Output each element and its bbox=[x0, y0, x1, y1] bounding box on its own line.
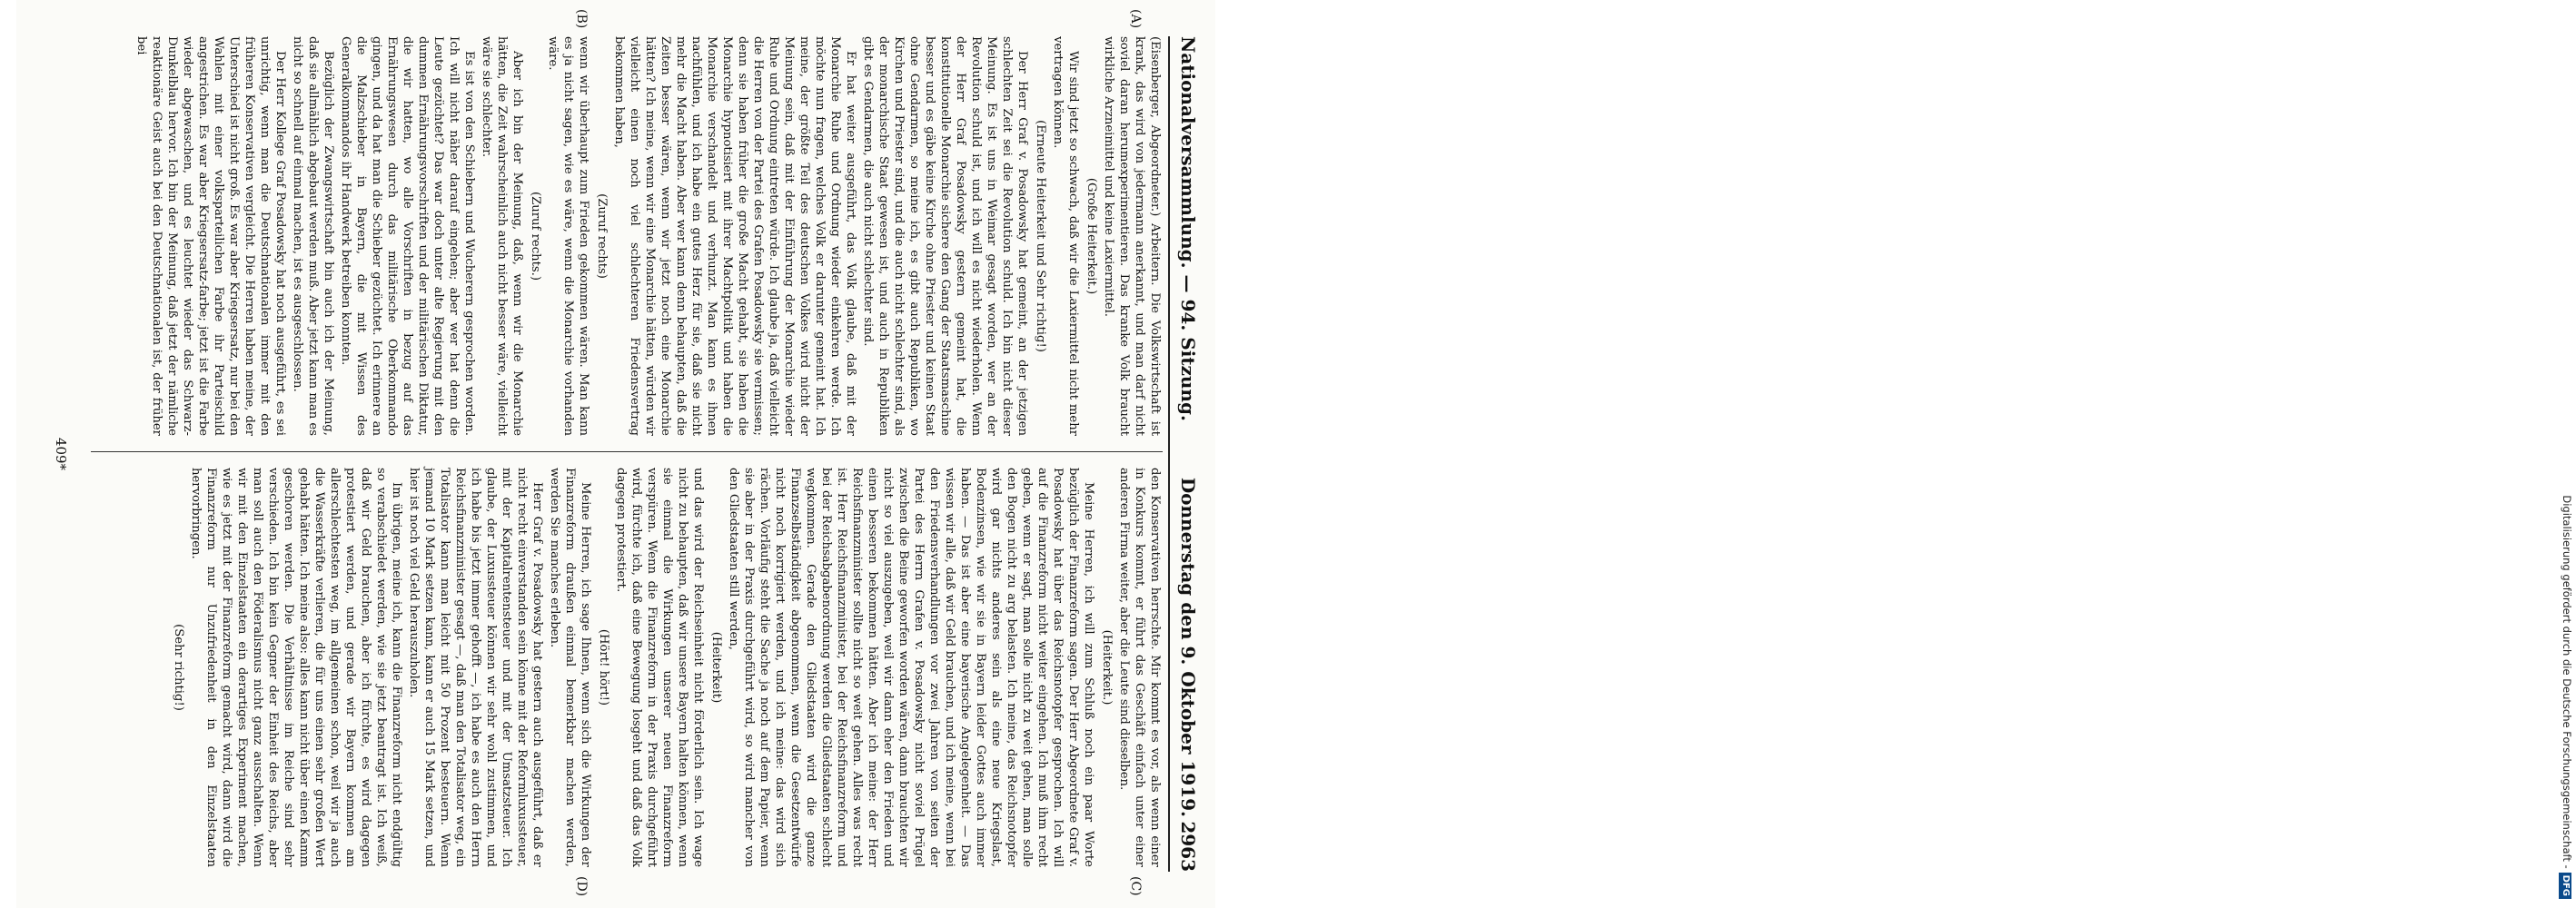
digitization-sidebar bbox=[1275, 0, 2573, 908]
dfg-logo: DFG bbox=[2559, 873, 2571, 899]
left-column-paragraph: wenn wir überhaupt zum Frieden gekommen wären. Man kann es ja nicht sagen, wie es wäre, wenn die Monarchie vorhanden wäre. bbox=[546, 36, 590, 436]
sheet-number: 409* bbox=[53, 437, 69, 471]
header-date: Donnerstag den 9. Oktober 1919. bbox=[1177, 477, 1199, 817]
right-column-interjection: (Heiterkeit.) bbox=[1100, 629, 1114, 706]
right-text-column bbox=[91, 468, 1163, 867]
right-column-interjection: (Heiterkeit) bbox=[709, 631, 723, 704]
left-column-interjection: (Erneute Heiterkeit und Sehr richtig!) bbox=[1034, 120, 1047, 352]
left-column-interjection: (Zuruf rechts.) bbox=[529, 191, 542, 281]
margin-marker-b: (B) bbox=[574, 9, 589, 29]
right-column-interjection: (Sehr richtig!) bbox=[172, 624, 185, 711]
header-session-title: Nationalversammlung. — 94. Sitzung. bbox=[1177, 36, 1199, 421]
right-column-paragraph: den Konservativen herrschte. Mir kommt es vor, als wenn einer in Konkurs kommt, er führt das Geschäft einfach unter einer anderen Firma weiter, aber die Leute sind dieselben. bbox=[1117, 468, 1162, 867]
margin-marker-a: (A) bbox=[1128, 9, 1143, 29]
funding-note: Digitalisierung gefördert durch die Deutsche Forschungsgemeinschaft - bbox=[2561, 495, 2573, 869]
left-column-interjection: (Große Heiterkeit.) bbox=[1085, 177, 1098, 295]
left-column-paragraph: Wir sind jetzt so schwach, daß wir die Laxiermittel nicht mehr vertragen können. bbox=[1051, 36, 1080, 436]
left-column-paragraph: Er hat weiter ausgeführt, das Volk glaube, daß mit der Monarchie Ruhe und Ordnung wieder einkehren werde. Ich möchte nun fragen, welches Volk er darunter gemeint hat. Ich meine, der größte Teil des deutschen Volkes wird nicht der Meinung sein, daß mit der Einführung der Monarchie wieder Ruhe und Ordnung eintreten würde. Ich glaube ja, daß vielleicht die Herren von der Partei des Grafen Posadowsky sie vermissen; denn sie haben früher die große Macht gehabt, sie haben die Monarchie hypnotisiert mit ihrer Machtpolitik und haben die Monarchie verschandelt und verhunzt. Man kann es ihnen nachfühlen, und ich habe ein gutes Herz für sie, daß sie nicht mehr die Macht haben. Aber wer kann denn behaupten, daß die Zeiten besser wären, wenn wir jetzt noch eine Monarchie hätten? Ich meine, wenn wir eine Monarchie hätten, würden wir vielleicht einen noch viel schlechteren Friedensvertrag bekommen haben, bbox=[612, 36, 857, 436]
left-text-column bbox=[91, 36, 1163, 436]
right-column-paragraph: Meine Herren, ich will zum Schluß noch ein paar Worte bezüglich der Finanzreform sagen. Der Herr Abgeordnete Graf v. Posadowsky hat über das Reichsnotopfer gesprochen. Ich will auf die Finanzreform nicht weiter eingehen. Ich muß ihm recht geben, wenn er sagt, man solle nicht zu weit gehen, man solle den Bogen nicht zu arg belasten. Ich meine, das Reichsnotopfer wird gar nichts anderes sein als eine neue Kriegslast, Bodenzinsen, wie wir sie in Bayern leider Gottes auch immer haben. — Das ist aber eine bayerische Angelegenheit. — Das wissen wir alle, daß wir Geld brauchen, und ich meine, wenn bei den Friedensverhandlungen vor zwei Jahren von seiten der Partei des Herrn Grafen v. Posadowsky nicht soviel Prügel zwischen die Beine geworfen worden wären, dann brauchten wir nicht so viel auszugeben, weil wir dann eher den Frieden und einen besseren bekommen hätten. Aber ich meine: der Herr Reichsfinanzminister sollte nicht so weit gehen. Alles was recht ist. Herr Reichsfinanzminister, bei der Reichsfinanzreform und bei der Reichsabgabenordnung werden die Gliedstaaten schlecht wegkommen. Gerade den Gliedstaaten wird die ganze Finanzselbständigkeit abgenommen, wenn die Gesetzentwürfe nicht noch korrigiert werden, und ich meine: das wird sich rächen. Vorläufig steht die Sache ja noch auf dem Papier, wenn sie aber in der Praxis durchgeführt wird, so wird mancher von den Gliedstaaten still werden, bbox=[727, 468, 1095, 867]
left-column-paragraph: Es ist von den Schiebern und Wucherern gesprochen worden. Ich will nicht näher darauf eingehen; aber wer hat denn die Leute gezüchtet? Das war doch unter alte Regierung mit den dummen Ernährungsvorschriften und der militärischen Diktatur, die wir hatten, wo alle Vorschriften in bezug auf das Ernährungswesen durch das militärische Oberkommando gingen, und da hat man die Schieber gezüchtet. Ich erinnere an die Malzschieber in Bayern, die mit Wissen des Generalkommandos ihr Handwerk betreiben konnten. bbox=[339, 36, 476, 436]
column-divider bbox=[91, 451, 1163, 452]
right-column-paragraph: Im übrigen, meine ich, kann die Finanzreform nicht endgültig so verabschiedet werden, wie sie jetzt beantragt ist. Ich weiß, daß wir Geld brauchen, aber ich fürchte, es wird dagegen protestiert werden, und gerade wir Bayern kommen am allerschlechtesten weg, im allgemeinen schon, weil wir ja auch die Wasserkräfte verlieren, die für uns einen sehr großen Wert gehabt hätten. Ich meine also: alles kann nicht über einen Kamm geschoren werden. Die Verhältnisse im Reiche sind sehr verschieden. Ich bin kein Gegner der Einheit des Reichs, aber man soll auch den Föderalismus nicht ganz ausschalten. Wenn wir mit den Einzelstaaten ein derartiges Experiment machen, wie es jetzt mit der Finanzreform gemacht wird, dann wird die Finanzreform nur Unzufriedenheit in den Einzelstaaten hervorbringen. bbox=[189, 468, 403, 867]
left-column-paragraph: Der Herr Graf v. Posadowsky hat gemeint, an der jetzigen schlechten Zeit sei die Revolution schuld. Ich bin nicht dieser Meinung. Es ist uns in Weimar gesagt worden, wer an der Revolution schuld ist, und ich will es nicht wiederholen. Wenn der Herr Graf Posadowsky gestern gemeint hat, die konstitutionelle Monarchie sichere den Gang der Staatsmaschine besser und es gäbe keine Kirche ohne Priester und keinen Staat ohne Gendarmen, so meine ich, es gibt auch Republiken, wo Kirchen und Priester sind, und die auch nicht schlechter sind, als der monarchische Staat gewesen ist, und auch in Republiken gibt es Gendarmen, die auch nicht schlechter sind. bbox=[861, 36, 1029, 436]
right-column-paragraph: und das wird der Reichseinheit nicht förderlich sein. Ich wage nicht zu behaupten, daß wir unsere Bayern halten können, wenn sie einmal die Wirkungen unserer neuen Finanzreform verspüren. Wenn die Finanzreform in der Praxis durchgeführt wird, fürchte ich, daß eine Bewegung losgeht und daß das Volk dagegen protestiert. bbox=[614, 468, 705, 867]
margin-marker-d: (D) bbox=[574, 876, 589, 897]
document-page bbox=[16, 0, 1215, 908]
page-header bbox=[1168, 36, 1208, 872]
right-column-paragraph: Herr Graf v. Posadowsky hat gestern auch ausgeführt, daß er nicht recht einverstanden sein könne mit der Reformluxussteuer, mit der Kapitalrentensteuer und mit der Umsatzsteuer. Ich glaube, der Luxussteuer können wir sehr wohl zustimmen, und ich habe bis jetzt immer gehofft —, ich habe es auch den Herrn Reichsfinanzminister gesagt —, daß man den Totalisator weg, ein Totalisator kann man leicht mit 50 Prozent besteuern. Wenn jemand 10 Mark setzen kann, kann er auch 15 Mark setzen, und hier ist noch viel Geld herauszuholen. bbox=[407, 468, 544, 867]
page-number: 2963 bbox=[1177, 821, 1199, 872]
left-column-paragraph: (Eisenberger, Abgeordneter.) Arbeitern. Die Volkswirtschaft ist krank, das wird von jedermann anerkannt, und man darf nicht soviel daran herumexperimentieren. Das kranke Volk braucht wirkliche Arzneimittel und keine Laxiermittel. bbox=[1102, 36, 1162, 436]
left-column-paragraph: Aber ich bin der Meinung, daß, wenn wir die Monarchie hätten, die Zeit wahrscheinlich auch nicht besser wäre, vielleicht wäre sie schlechter. bbox=[480, 36, 524, 436]
left-column-paragraph: Bezüglich der Zwangswirtschaft bin auch ich der Meinung, daß sie allmählich abgebaut werden muß. Aber jetzt kann man es nicht so schnell auf einmal machen, ist es ausgeschlossen. bbox=[291, 36, 335, 436]
left-column-interjection: (Zuruf rechts) bbox=[595, 193, 609, 279]
right-column-interjection: (Hört! hört!) bbox=[597, 628, 610, 706]
left-column-paragraph: Der Herr Kollege Graf Posadowsky hat noch ausgeführt, es sei unrichtig, wenn man die Deutschnationalen immer mit den früheren Konservativen vergleicht. Die Herren haben meine, der Unterschied ist nicht groß. Es war aber Kriegsersatz, nur bei den Wahlen mit einer volksparteilichen Farbe ihr Parteischild angestrichen. Es war aber Kriegsersatz-farbe; jetzt ist die Farbe wieder abgewaschen, und es leuchtet wieder das Schwarz-Dunkelblau hervor. Ich bin der Meinung, daß jetzt der nämliche reaktionäre Geist auch bei den Deutschnationalen ist, der früher bei bbox=[134, 36, 287, 436]
margin-marker-c: (C) bbox=[1128, 876, 1143, 896]
right-column-paragraph: Meine Herren, ich sage Ihnen, wenn sich die Wirkungen der Finanzreform draußen einmal bemerkbar machen werden, werden Sie manches erleben. bbox=[548, 468, 592, 867]
